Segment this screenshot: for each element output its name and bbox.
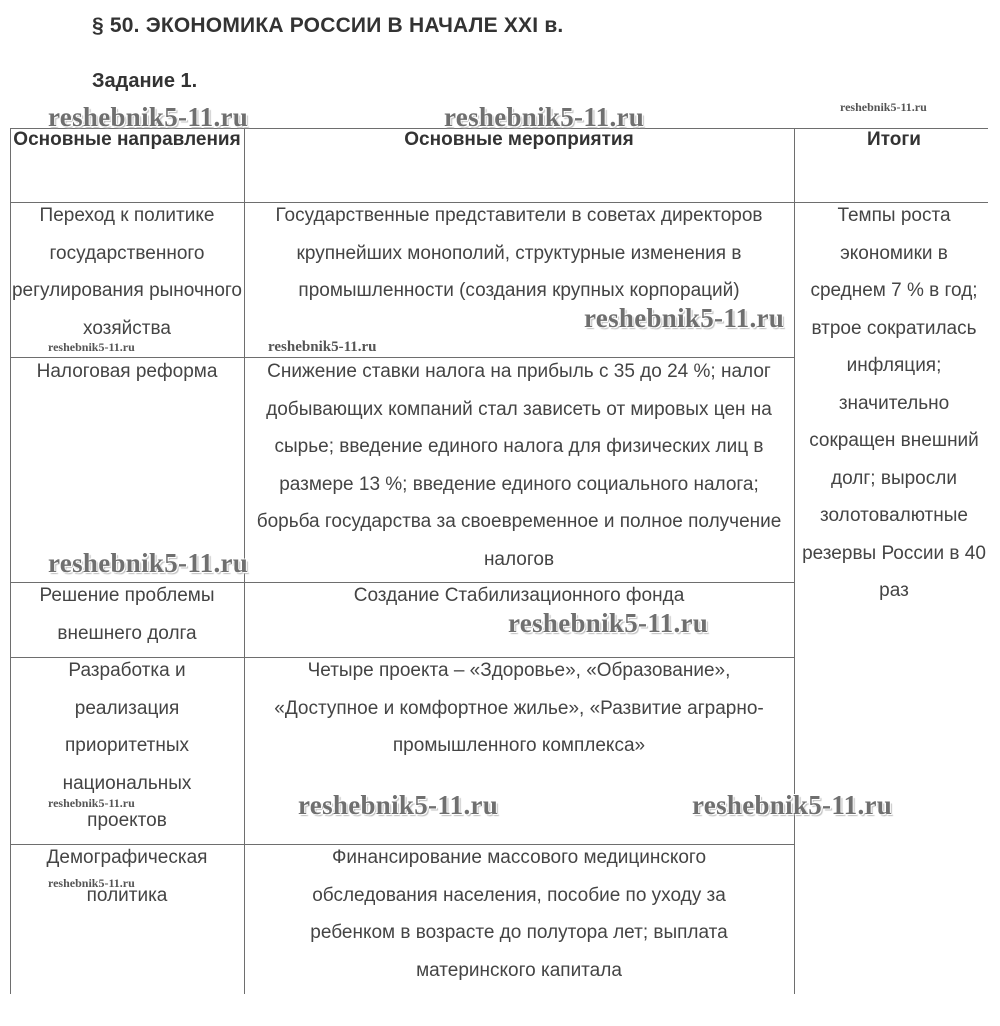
row-3-direction: Решение проблемы внешнего долга: [39, 585, 215, 644]
watermark: reshebnik5-11.ru: [692, 790, 893, 820]
row-5-measures: Финансирование массового медицинского обследования населения, пособие по уходу за ребенком в возрасте до полутора лет; выплата материнского капитала: [310, 847, 728, 981]
watermark: reshebnik5-11.ru: [48, 340, 135, 354]
header-measures: Основные мероприятия: [404, 129, 634, 150]
watermark: reshebnik5-11.ru: [444, 102, 645, 132]
watermark: reshebnik5-11.ru: [508, 608, 709, 638]
task-label: Задание 1.: [92, 70, 198, 92]
row-5-direction: Демографическая политика: [46, 847, 208, 906]
watermark: reshebnik5-11.ru: [298, 790, 499, 820]
watermark: reshebnik5-11.ru: [48, 548, 249, 578]
table-column-divider: [794, 128, 795, 994]
watermark: reshebnik5-11.ru: [48, 876, 135, 890]
row-2-direction: Налоговая реформа: [36, 361, 218, 382]
watermark: reshebnik5-11.ru: [268, 339, 377, 355]
watermark: reshebnik5-11.ru: [584, 303, 785, 333]
watermark: reshebnik5-11.ru: [48, 796, 135, 810]
watermark: reshebnik5-11.ru: [840, 100, 927, 114]
row-4-direction: Разработка и реализация приоритетных национальных проектов: [62, 660, 192, 831]
row-2-measures: Снижение ставки налога на прибыль с 35 до 24 %; налог добывающих компаний стал зависеть от мировых цен на сырье; введение единого налога для физических лиц в размере 13 %; введение единого социального налога; борьба государства за своевременное и полное получение налогов: [256, 361, 782, 570]
row-4-measures: Четыре проекта – «Здоровье», «Образование», «Доступное и комфортное жилье», «Развитие аграрно-промышленного комплекса»: [274, 660, 764, 756]
results-cell: Темпы роста экономики в среднем 7 % в год; втрое сократилась инфляция; значительно сокращен внешний долг; выросли золотовалютные резервы России в 40 раз: [802, 205, 986, 601]
page-title: § 50. ЭКОНОМИКА РОССИИ В НАЧАЛЕ XXI в.: [92, 14, 564, 37]
header-results: Итоги: [867, 129, 921, 150]
header-directions: Основные направления: [13, 129, 241, 150]
row-1-measures: Государственные представители в советах директоров крупнейших монополий, структурные изменения в промышленности (создания крупных корпораций): [275, 205, 763, 301]
row-1-direction: Переход к политике государственного регулирования рыночного хозяйства: [11, 205, 242, 339]
row-3-measures: Создание Стабилизационного фонда: [353, 585, 685, 606]
watermark: reshebnik5-11.ru: [48, 102, 249, 132]
